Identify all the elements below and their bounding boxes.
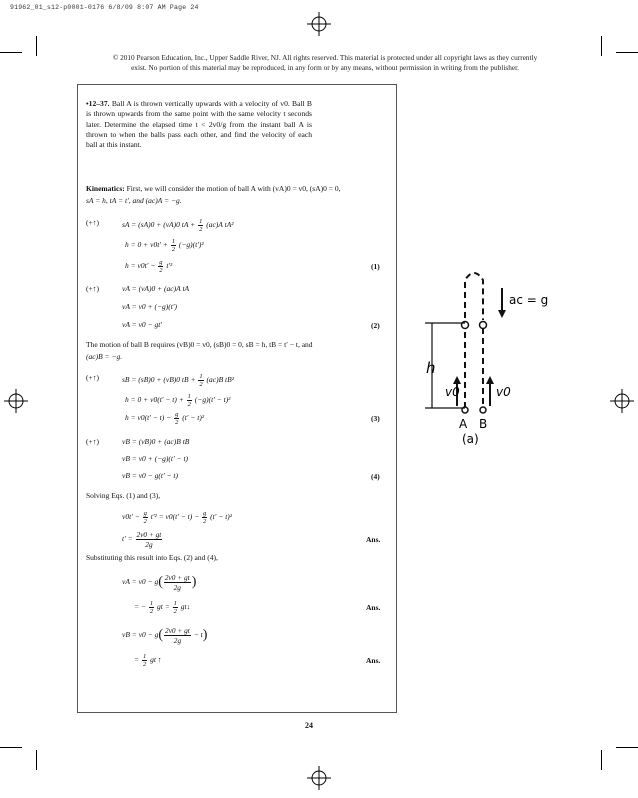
eq-hb-sub xyxy=(125,393,230,408)
kinematics-intro xyxy=(86,184,340,193)
frac-num: g xyxy=(159,259,163,266)
answer-label: Ans. xyxy=(366,535,381,544)
frac-den: 2g xyxy=(173,636,182,645)
eq-h-lhs: h = 0 + v0t′ + xyxy=(125,240,168,250)
frac-den: 2 xyxy=(171,246,175,253)
eq-sa-lhs: sA = (sA)0 + (vA)0 tA + xyxy=(122,220,196,230)
eq-sa-rhs: (ac)A tA² xyxy=(206,220,234,230)
eq-sa-general xyxy=(122,218,234,233)
fraction-g-over-2 xyxy=(143,510,148,525)
eq-va-final: vA = v0 − g( $\frac{2v0 + gt}{2g}$ ) xyxy=(122,573,197,592)
fraction-half xyxy=(198,373,203,388)
eq-vb-final: vB = v0 − g( $\frac{2v0 + gt}{2g}$ − t) xyxy=(122,626,208,645)
kinematics-conditions: sA = h, tA = t′, and (ac)A = −g. xyxy=(86,196,182,205)
eq-t-prime xyxy=(122,530,163,549)
frac-num: g xyxy=(175,411,179,418)
eq-vb-final-tail: − t xyxy=(193,630,203,640)
fraction-t-prime xyxy=(164,626,191,645)
registration-mark-bottom xyxy=(307,766,331,790)
eq-combined-c: (t′ − t)² xyxy=(210,512,233,522)
eq-vb-ans-b: gt ↑ xyxy=(150,655,162,665)
fraction-half xyxy=(173,600,178,615)
label-caption: (a) xyxy=(462,432,479,446)
eq-h3-rhs: t′² xyxy=(166,261,173,271)
eq-va-ans-c: gt↓ xyxy=(180,602,191,612)
fraction-t-prime xyxy=(136,530,163,549)
header-slug: 91962_01_s12-p0001-0176 6/8/09 8:07 AM Page 24 xyxy=(10,4,199,11)
eq-va-result: vA = v0 − gt′ xyxy=(122,320,162,329)
fraction-g-over-2 xyxy=(158,259,163,274)
sign-convention: (+↑) xyxy=(86,284,99,293)
equation-number-4: (4) xyxy=(371,472,380,481)
frac-num: 1 xyxy=(142,653,147,660)
registration-mark-left xyxy=(4,389,28,413)
eq-va-sub: vA = v0 + (−g)(t′) xyxy=(122,302,178,311)
equation-number-3: (3) xyxy=(371,414,380,423)
eq-sb-general xyxy=(122,373,234,388)
sign-convention: (+↑) xyxy=(86,373,99,382)
eq-combined-a: v0t′ − xyxy=(122,512,140,522)
frac-num: 2v0 + gt xyxy=(164,573,190,582)
answer-label: Ans. xyxy=(366,603,381,612)
label-ac: ac = g xyxy=(509,293,549,307)
frac-num: 1 xyxy=(187,393,191,400)
frac-den: 2 xyxy=(143,518,147,525)
frac-den: 2 xyxy=(175,419,179,426)
eq-va-ans-a: = − xyxy=(134,602,146,612)
frac-den: 2g xyxy=(145,540,153,549)
eq-va-final-lhs: vA = v0 − g xyxy=(122,577,159,587)
page-number: 24 xyxy=(305,721,313,730)
eq-hb-lhs: h = 0 + v0(t′ − t) + xyxy=(125,395,184,405)
ball-diagram xyxy=(410,268,580,458)
frac-den: 2 xyxy=(187,401,191,408)
ball-b-top xyxy=(480,322,487,329)
problem-number: •12–37. xyxy=(86,99,110,108)
fraction-half xyxy=(171,238,176,253)
label-a: A xyxy=(459,417,468,431)
substituting-text: Substituting this result into Eqs. (2) and (4), xyxy=(86,553,218,562)
label-v0-b: v0 xyxy=(496,385,511,399)
eq-vb-final-lhs: vB = v0 − g xyxy=(122,630,159,640)
eq-vb-general: vB = (vB)0 + (ac)B tB xyxy=(122,437,190,446)
frac-num: 2v0 + gt xyxy=(165,626,190,635)
fraction-half xyxy=(142,653,147,668)
frac-den: 2g xyxy=(173,583,181,592)
frac-den: 2 xyxy=(149,608,154,615)
eq-vb-result: vB = v0 − g(t′ − t) xyxy=(122,471,178,480)
kinematics-text: First, we will consider the motion of ball A with (vA)0 = v0, (sA)0 = 0, xyxy=(124,184,341,193)
frac-num: 1 xyxy=(173,600,177,607)
eq-combined-b: t′² = v0(t′ − t) − xyxy=(150,512,200,522)
eq-hb-rhs: (−g)(t′ − t)² xyxy=(194,395,231,405)
fraction-half xyxy=(198,218,203,233)
eq-combined xyxy=(122,510,232,525)
fraction-half xyxy=(149,600,154,615)
eq-t-lhs: t′ = xyxy=(122,534,133,544)
label-h: h xyxy=(426,359,436,377)
fraction-half xyxy=(187,393,192,408)
sign-convention: (+↑) xyxy=(86,218,99,227)
fraction-g-over-2 xyxy=(174,411,179,426)
answer-label: Ans. xyxy=(366,656,381,665)
eq-h3-lhs: h = v0t′ − xyxy=(125,261,156,271)
eq-va-ans-b: gt = xyxy=(157,602,170,612)
eq-sb-lhs: sB = (sB)0 + (vB)0 tB + xyxy=(122,375,196,385)
eq-va-answer xyxy=(134,600,190,615)
sign-convention: (+↑) xyxy=(86,437,99,446)
label-b: B xyxy=(479,417,488,431)
frac-num: g xyxy=(143,510,147,517)
eq-vb-sub: vB = v0 + (−g)(t′ − t) xyxy=(122,454,189,463)
problem-statement xyxy=(86,99,312,150)
fraction-g-over-2 xyxy=(202,510,207,525)
frac-num: 1 xyxy=(199,218,203,225)
frac-den: 2 xyxy=(203,518,207,525)
ball-b-intro: The motion of ball B requires (vB)0 = v0, (sB)0 = 0, sB = h, tB = t′ − t, and xyxy=(86,340,313,349)
frac-num: g xyxy=(203,510,207,517)
frac-den: 2 xyxy=(142,661,147,668)
frac-den: 2 xyxy=(173,608,177,615)
copyright-line-2: exist. No portion of this material may be reproduced, in any form or by any means, without permission in writing from the publisher. xyxy=(131,63,519,72)
solving-text: Solving Eqs. (1) and (3), xyxy=(86,491,161,500)
eq-h-rhs: (−g)(t′)² xyxy=(178,240,204,250)
eq-hb-simplified xyxy=(125,411,204,426)
eq-hb3-rhs: (t′ − t)² xyxy=(182,413,205,423)
frac-num: 1 xyxy=(199,373,203,380)
equation-number-1: (1) xyxy=(371,262,380,271)
fraction-t-prime xyxy=(164,573,191,592)
eq-hb3-lhs: h = v0(t′ − t) − xyxy=(125,413,172,423)
ball-b-accel: (ac)B = −g. xyxy=(86,352,123,361)
frac-num: 1 xyxy=(171,238,175,245)
frac-den: 2 xyxy=(199,381,203,388)
eq-h-simplified xyxy=(125,259,172,274)
eq-sb-rhs: (ac)B tB² xyxy=(206,375,234,385)
frac-den: 2 xyxy=(159,267,163,274)
copyright-notice xyxy=(95,53,555,73)
eq-h-sub xyxy=(125,238,204,253)
equation-number-2: (2) xyxy=(371,321,380,330)
frac-num: 2v0 + gt xyxy=(136,530,162,539)
eq-vb-ans-a: = xyxy=(134,655,140,665)
eq-vb-answer xyxy=(134,653,162,668)
eq-va-general: vA = (vA)0 + (ac)A tA xyxy=(122,284,190,293)
copyright-line-1: © 2010 Pearson Education, Inc., Upper Saddle River, NJ. All rights reserved. This material is protected under all copyright laws as they currently xyxy=(112,53,538,62)
frac-num: 1 xyxy=(149,600,154,607)
ball-b-start xyxy=(480,407,486,413)
kinematics-label: Kinematics: xyxy=(86,184,125,193)
trajectory-a xyxy=(465,273,483,408)
registration-mark-top xyxy=(307,12,331,36)
registration-mark-right xyxy=(610,389,634,413)
problem-text: Ball A is thrown vertically upwards with a velocity of v0. Ball B is thrown upwards from the same point with the same velocity t seconds later. Determine the elapsed time t < 2v0/g from the instant ball A is thrown to when the balls pass each other, and find the velocity of each ball at this instant. xyxy=(86,99,312,150)
frac-den: 2 xyxy=(199,226,203,233)
label-v0-a: v0 xyxy=(445,385,460,399)
